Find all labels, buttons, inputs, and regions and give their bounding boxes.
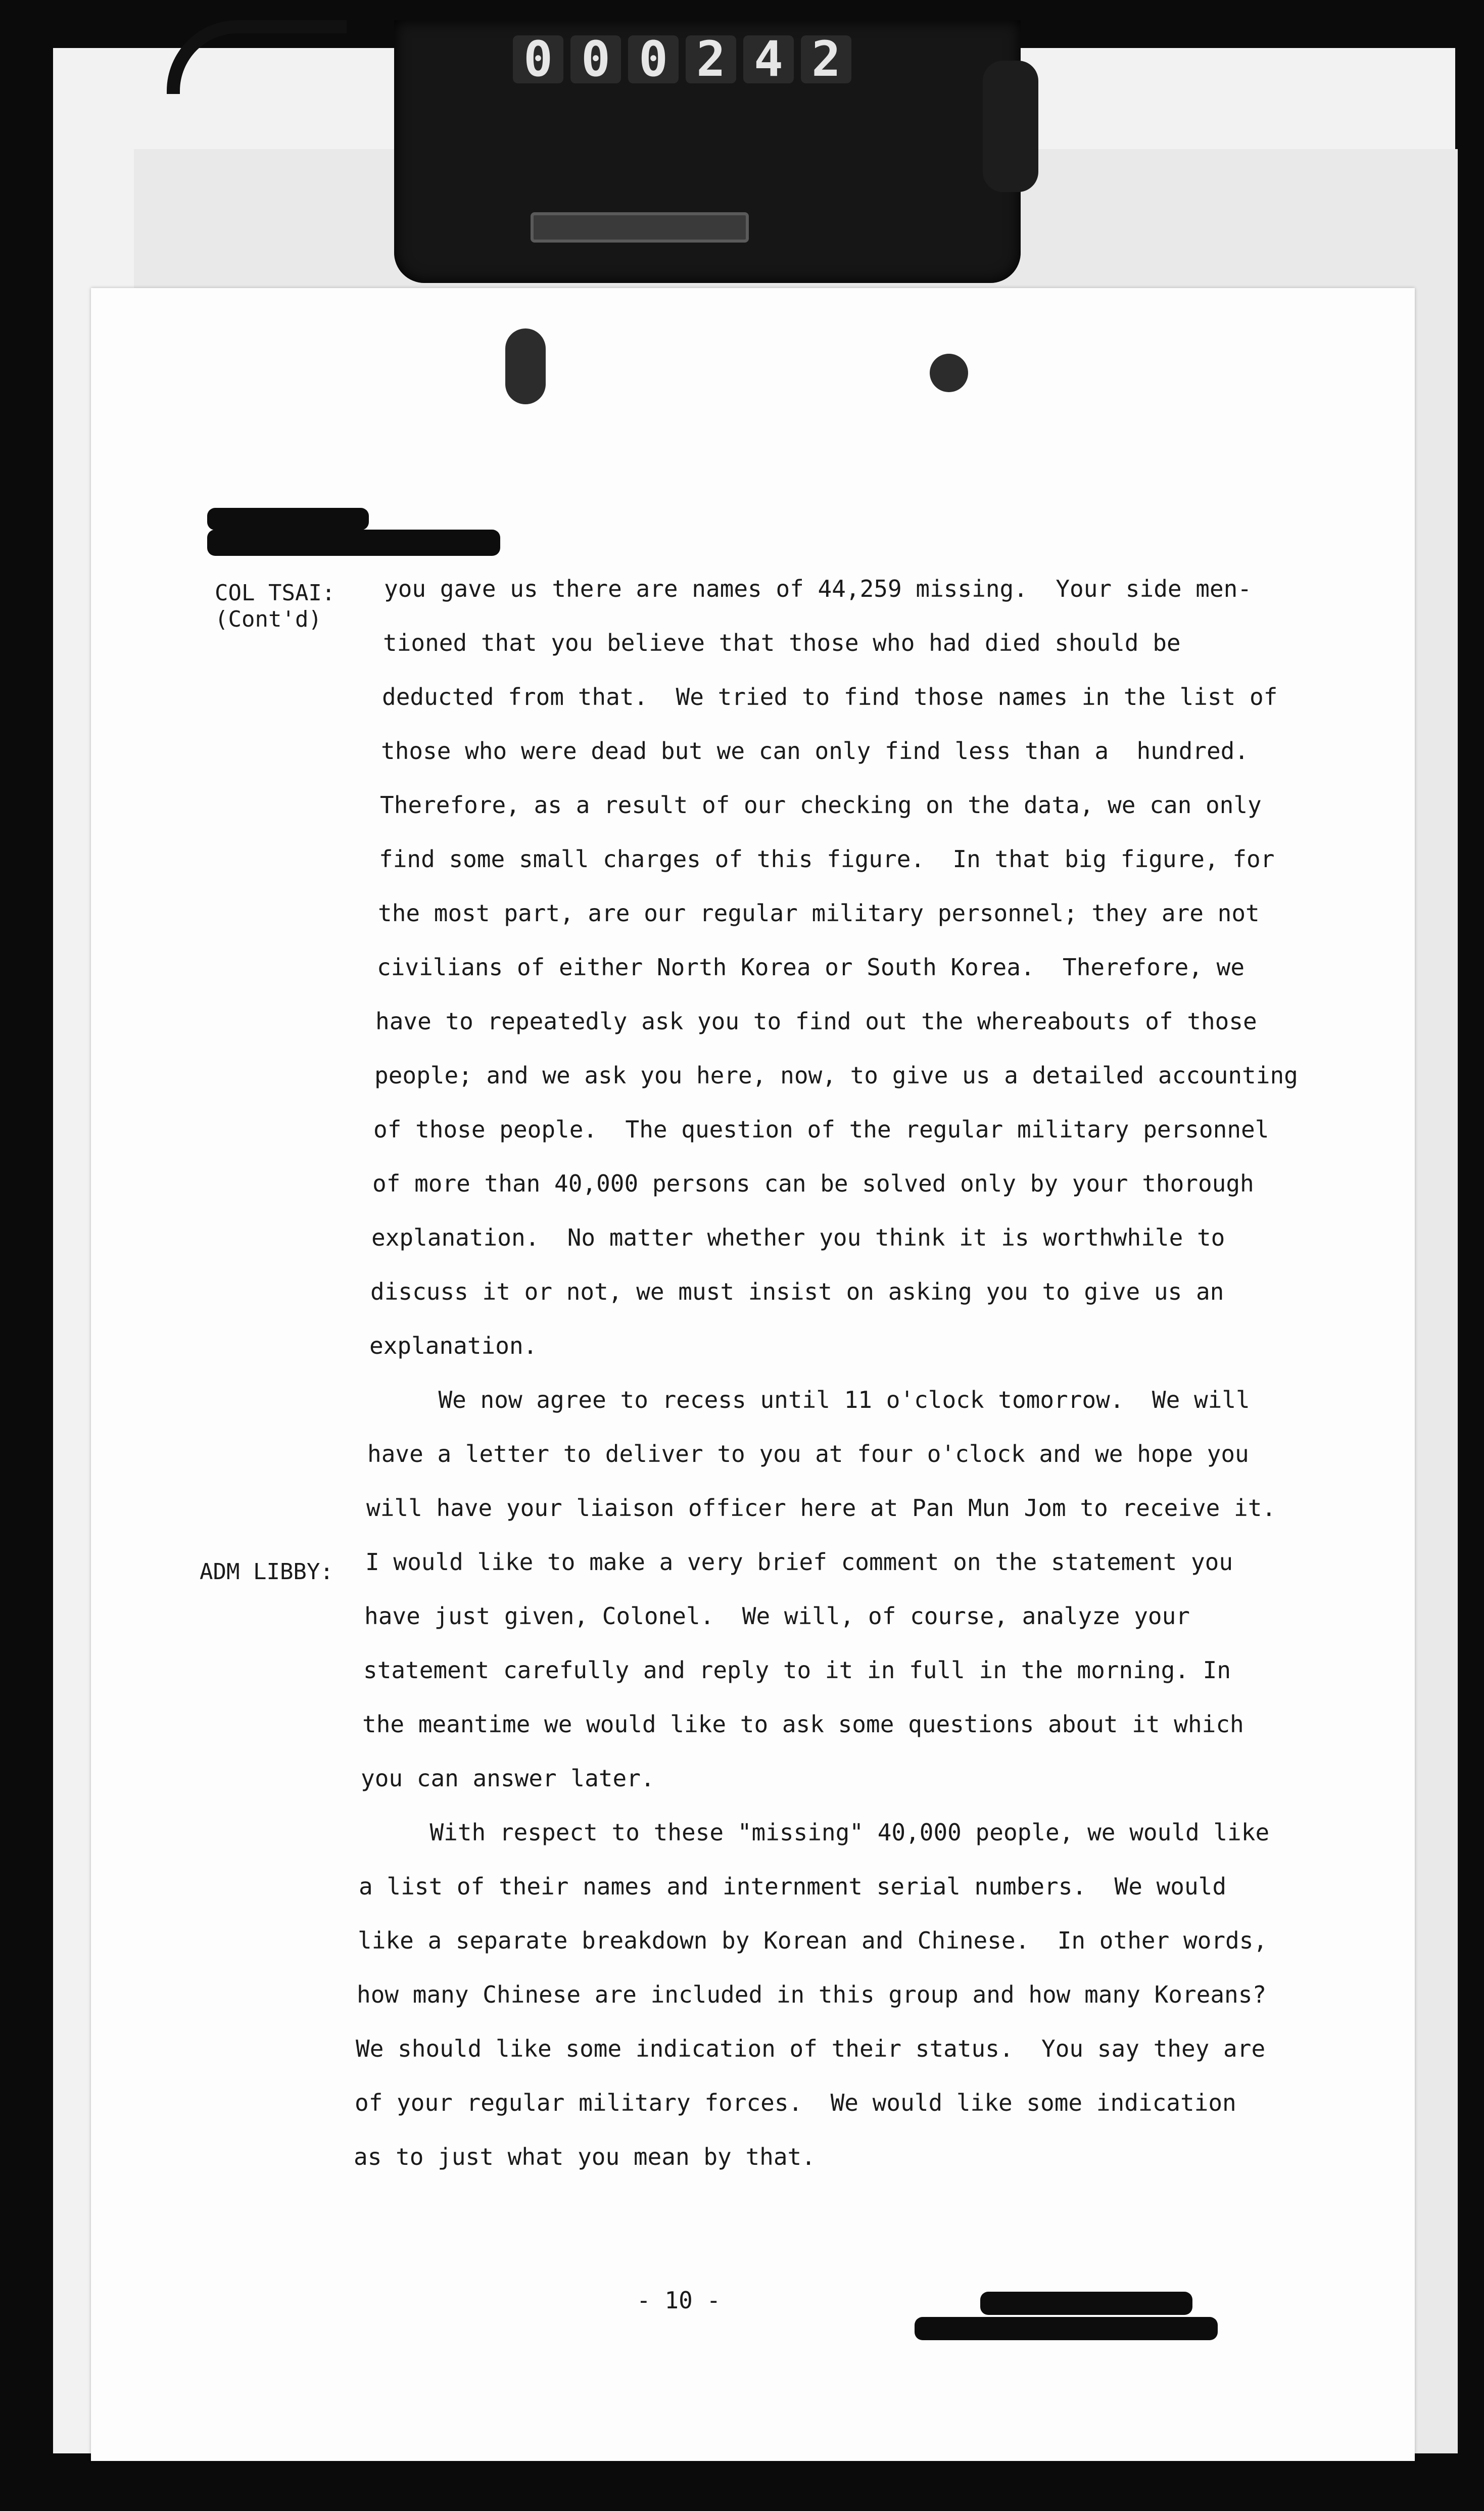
transcript-line: how many Chinese are included in this group and how many Koreans? xyxy=(357,1981,1267,2008)
transcript-line: discuss it or not, we must insist on asking you to give us an xyxy=(370,1278,1224,1305)
transcript-line: With respect to these "missing" 40,000 people, we would like xyxy=(360,1819,1270,1846)
counter-digit: 0 xyxy=(513,35,563,83)
transcript-line: of more than 40,000 persons can be solved only by your thorough xyxy=(372,1170,1254,1197)
transcript-line: have to repeatedly ask you to find out the whereabouts of those xyxy=(375,1008,1257,1035)
transcript-line: the meantime we would like to ask some questions about it which xyxy=(362,1711,1244,1738)
transcript-line: Therefore, as a result of our checking on the data, we can only xyxy=(380,791,1262,819)
transcript-line: explanation. xyxy=(369,1332,538,1359)
speaker-label-col-tsai: COL TSAI: (Cont'd) xyxy=(215,580,336,632)
transcript-line: like a separate breakdown by Korean and Chinese. In other words, xyxy=(358,1927,1268,1954)
redaction-mark xyxy=(915,2317,1218,2340)
counter-digit: 0 xyxy=(570,35,621,83)
counter-plate xyxy=(531,212,749,243)
transcript-line: deducted from that. We tried to find those names in the list of xyxy=(382,683,1278,710)
transcript-line: the most part, are our regular military personnel; they are not xyxy=(378,899,1260,927)
transcript-line: explanation. No matter whether you think it is worthwhile to xyxy=(371,1224,1225,1251)
transcript-line: you gave us there are names of 44,259 missing. Your side men- xyxy=(384,575,1252,602)
binder-hole-left xyxy=(505,328,546,404)
transcript-line: will have your liaison officer here at Pan Mun Jom to receive it. xyxy=(366,1494,1276,1522)
page-number: - 10 - xyxy=(637,2287,721,2314)
redaction-mark xyxy=(980,2292,1192,2315)
transcript-line: have just given, Colonel. We will, of course, analyze your xyxy=(364,1602,1190,1630)
speaker-label-adm-libby: ADM LIBBY: xyxy=(200,1559,333,1585)
counter-digit: 2 xyxy=(686,35,736,83)
counter-digit: 2 xyxy=(801,35,851,83)
transcript-line: I would like to make a very brief comment on the statement you xyxy=(365,1548,1233,1576)
counter-digit: 4 xyxy=(743,35,794,83)
redaction-mark xyxy=(207,508,369,530)
transcript-line: of your regular military forces. We would like some indication xyxy=(355,2089,1236,2116)
transcript-line: a list of their names and internment serial numbers. We would xyxy=(359,1873,1227,1900)
transcript-line: people; and we ask you here, now, to give us a detailed accounting xyxy=(374,1062,1298,1089)
binder-hole-right xyxy=(930,354,968,392)
redaction-mark xyxy=(207,530,500,556)
transcript-line: you can answer later. xyxy=(361,1765,655,1792)
transcript-line: as to just what you mean by that. xyxy=(354,2143,816,2170)
counter-digit: 0 xyxy=(628,35,679,83)
transcript-line: those who were dead but we can only find less than a hundred. xyxy=(381,737,1249,765)
counter-cable xyxy=(167,20,347,94)
transcript-line: statement carefully and reply to it in full in the morning. In xyxy=(363,1656,1231,1684)
transcript-line: We now agree to recess until 11 o'clock tomorrow. We will xyxy=(368,1386,1250,1413)
typed-page xyxy=(91,288,1415,2461)
transcript-line: civilians of either North Korea or South Korea. Therefore, we xyxy=(377,954,1245,981)
transcript-line: find some small charges of this figure. In that big figure, for xyxy=(379,845,1275,873)
transcript-line: tioned that you believe that those who had died should be xyxy=(383,629,1181,656)
transcript-line: of those people. The question of the regular military personnel xyxy=(373,1116,1269,1143)
counter-knob xyxy=(983,61,1038,192)
transcript-line: have a letter to deliver to you at four o'clock and we hope you xyxy=(367,1440,1249,1467)
transcript-line: We should like some indication of their status. You say they are xyxy=(356,2035,1266,2062)
frame-counter-digits xyxy=(513,31,856,87)
